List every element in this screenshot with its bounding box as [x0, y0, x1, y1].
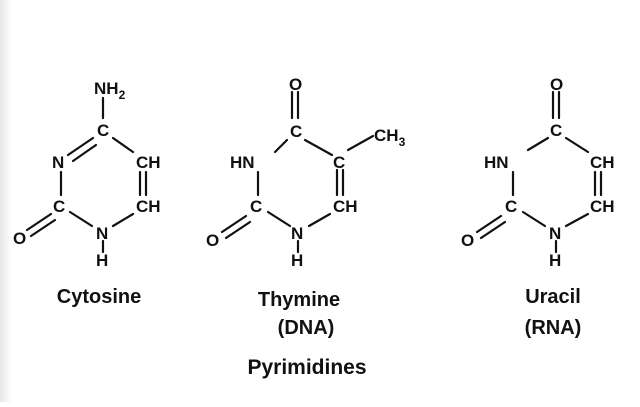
c5-atom: CH	[136, 153, 161, 172]
methyl-label: $CH_3$	[374, 126, 406, 149]
n1-atom: N	[549, 224, 562, 243]
bond-c4-c5	[113, 138, 133, 152]
page-edge-shadow	[0, 0, 12, 402]
n3-atom: HN	[484, 153, 509, 172]
bond-n1-c6	[566, 214, 588, 226]
o2-atom: O	[13, 229, 27, 248]
bond-c2-n1	[70, 212, 92, 226]
bond-n3-c4-a	[68, 138, 93, 155]
bond-c2-o-a	[222, 216, 246, 232]
c6-atom: CH	[333, 197, 358, 216]
h1-atom: H	[549, 251, 562, 270]
c4-atom: C	[97, 121, 110, 140]
bond-n3-c4	[528, 138, 548, 150]
bond-c2-o-b	[481, 222, 505, 238]
n1-atom: N	[96, 224, 109, 243]
pyrimidines-title: Pyrimidines	[247, 356, 367, 379]
n1-atom: N	[291, 224, 304, 243]
bond-c2-o-b	[226, 222, 250, 238]
c5-atom: C	[333, 153, 346, 172]
o2-atom: O	[461, 231, 475, 250]
bond-c4-c5	[305, 140, 332, 155]
bond-c2-n1	[523, 212, 545, 226]
amino-label: $NH_2$	[94, 79, 126, 102]
cytosine-label: Cytosine	[56, 286, 142, 308]
bond-n3-c4	[275, 140, 287, 152]
thymine-subtitle: (DNA)	[277, 317, 335, 339]
bond-n1-c6	[113, 214, 133, 226]
o2-atom: O	[206, 231, 220, 250]
c2-atom: C	[505, 197, 518, 216]
n3-atom: N	[52, 153, 65, 172]
thymine-structure	[206, 75, 406, 339]
o4-atom: O	[289, 75, 303, 94]
bond-c2-n1	[268, 212, 290, 226]
c4-atom: C	[550, 121, 563, 140]
bond-c4-c5	[566, 138, 588, 152]
c2-atom: C	[53, 197, 66, 216]
thymine-label: Thymine	[257, 289, 341, 311]
bond-c5-methyl	[348, 136, 373, 150]
n3-atom: HN	[230, 153, 255, 172]
cytosine-structure	[13, 79, 161, 308]
c6-atom: CH	[590, 197, 615, 216]
c6-atom: CH	[136, 197, 161, 216]
bond-c2-o-a	[27, 214, 51, 230]
bond-c2-o-b	[31, 220, 55, 236]
uracil-label: Uracil	[525, 286, 581, 308]
o4-atom: O	[550, 75, 564, 94]
h1-atom: H	[96, 251, 109, 270]
c4-atom: C	[290, 122, 303, 141]
uracil-subtitle: (RNA)	[524, 317, 582, 339]
h1-atom: H	[291, 251, 304, 270]
c5-atom: CH	[590, 153, 615, 172]
bond-c2-o-a	[477, 216, 501, 232]
bond-n3-c4-b	[73, 145, 96, 161]
c2-atom: C	[250, 197, 263, 216]
uracil-structure	[461, 75, 615, 339]
bond-n1-c6	[309, 214, 330, 226]
